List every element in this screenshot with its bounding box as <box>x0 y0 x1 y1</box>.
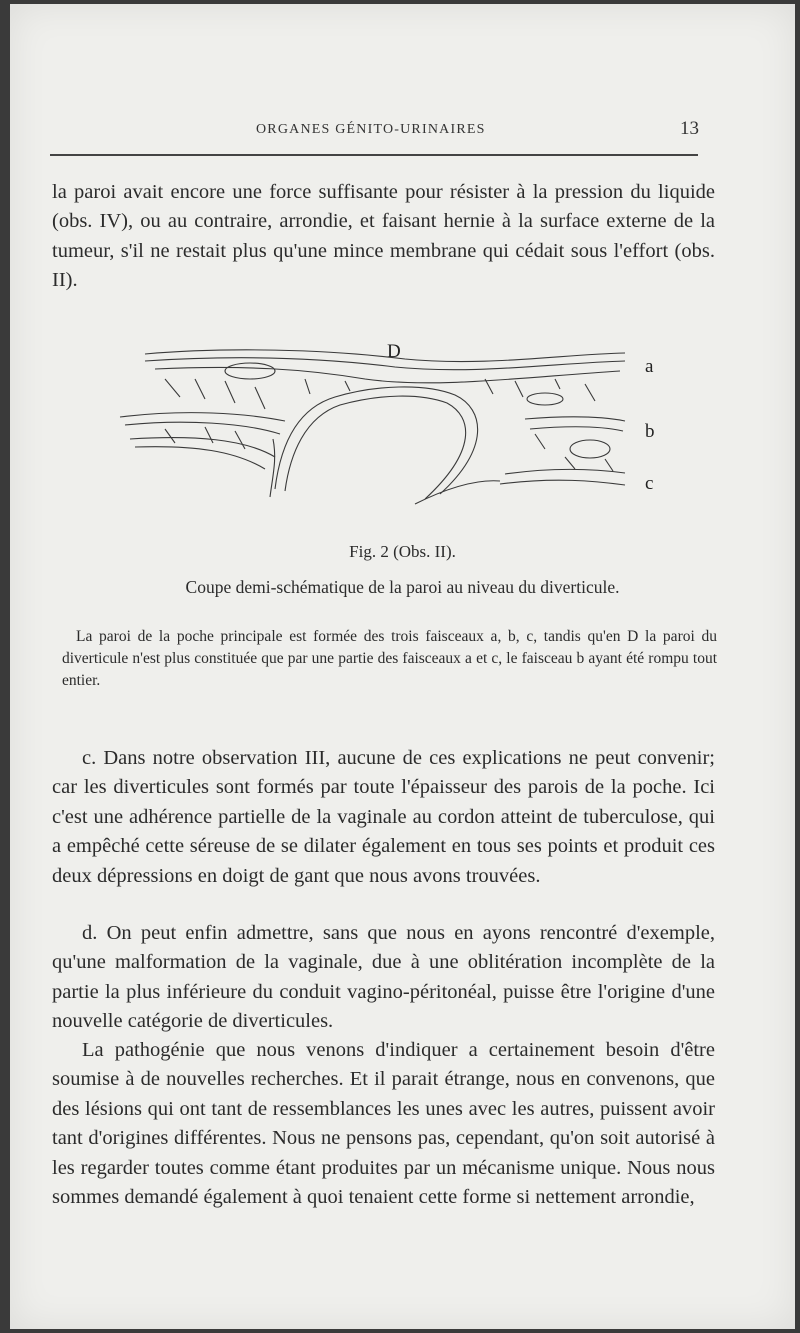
paragraph-4: La pathogénie que nous venons d'indiquer a certainement besoin d'être soumise à de nouvelles recherches. Et il parait étrange, nous en convenons, que des lésions qui ont tant de ressemblances les unes avec les autres, puissent avoir tant d'origines différentes. Nous ne pensons pas, cependant, qu'on soit autorisé à les regarder toutes comme étant produites par un mécanisme unique. Nous nous sommes demandé également à quoi tenaient cette forme si nettement arrondie, <box>52 1039 715 1209</box>
figure-note: La paroi de la poche principale est formée des trois faisceaux a, b, c, tandis qu'en D la paroi du diverticule n'est plus constituée que par une partie des faisceaux a et c, le faisceau b ayant été rompu tout entier. <box>62 628 717 689</box>
label-d: D <box>387 341 401 362</box>
figure-title: Coupe demi-schématique de la paroi au niveau du diverticule. <box>185 577 620 597</box>
paragraph-3: d. On peut enfin admettre, sans que nous en ayons rencontré d'exemple, qu'une malformation de la vaginale, due à une oblitération incomplète de la partie la plus inférieure du conduit vagino-péritonéal, puisse être l'origine d'une nouvelle catégorie de diverticules. <box>52 922 715 1033</box>
running-head <box>10 120 795 142</box>
label-b: b <box>645 421 655 442</box>
running-head-title: ORGANES GÉNITO-URINAIRES <box>256 122 486 137</box>
page-number: 13 <box>680 118 699 139</box>
book-page <box>10 4 795 1329</box>
paragraph-2: c. Dans notre observation III, aucune de ces explications ne peut convenir; car les diverticules sont formés par toute l'épaisseur des parois de la poche. Ici c'est une adhérence partielle de la vaginale au cordon atteint de tuberculose, qui a empêché cette séreuse de se dilater également en tous ses points et produit ces deux dépressions en doigt de gant que nous avons trouvées. <box>52 747 715 887</box>
label-a: a <box>645 356 654 377</box>
figure-number: Fig. 2 (Obs. II). <box>349 542 456 561</box>
paragraph-1: la paroi avait encore une force suffisante pour résister à la pression du liquide (obs. IV), ou au contraire, arrondie, et faisant hernie à la surface externe de la tumeur, s'il ne restait plus qu'une mince membrane qui cédait sous l'effort (obs. II). <box>52 181 715 292</box>
figure-illustration <box>105 339 725 519</box>
label-c: c <box>645 473 654 494</box>
tissue-drawing <box>120 350 625 504</box>
header-rule <box>50 154 698 156</box>
